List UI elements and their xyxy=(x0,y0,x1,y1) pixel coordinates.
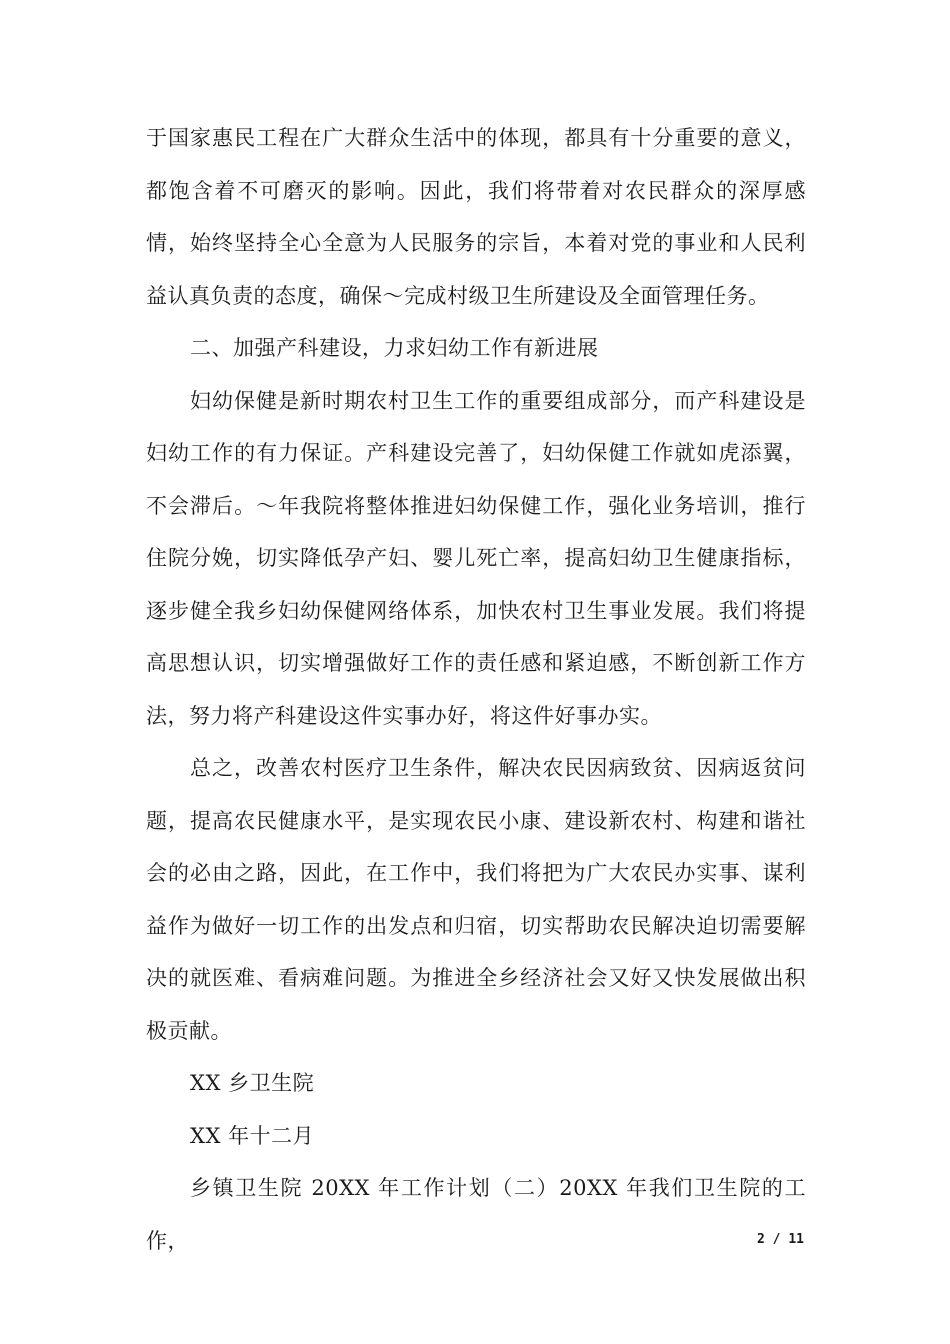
paragraph-next-plan: 乡镇卫生院 20XX 年工作计划（二）20XX 年我们卫生院的工作， xyxy=(146,1176,806,1253)
section-heading: 二、加强产科建设，力求妇幼工作有新进展 xyxy=(190,336,599,360)
document-body xyxy=(146,112,806,1267)
page-number: 2 / 11 xyxy=(757,1232,804,1247)
paragraph-conclusion: 总之，改善农村医疗卫生条件，解决农民因病致贫、因病返贫问题，提高农民健康水平，是实现农民小康、建设新农村、构建和谐社会的必由之路，因此，在工作中，我们将把为广大农民办实事、谋利益作为做好一切工作的出发点和归宿，切实帮助农民解决迫切需要解决的就医难、看病难问题。为推进全乡经济社会又好又快发展做出积极贡献。 xyxy=(146,756,806,1043)
paragraph-continuation: 于国家惠民工程在广大群众生活中的体现，都具有十分重要的意义，都饱含着不可磨灭的影响。因此，我们将带着对农民群众的深厚感情，始终坚持全心全意为人民服务的宗旨，本着对党的事业和人民利益认真负责的态度，确保～完成村级卫生所建设及全面管理任务。 xyxy=(146,126,806,308)
paragraph-maternal-health: 妇幼保健是新时期农村卫生工作的重要组成部分，而产科建设是妇幼工作的有力保证。产科建设完善了，妇幼保健工作就如虎添翼，不会滞后。～年我院将整体推进妇幼保健工作，强化业务培训，推行住院分娩，切实降低孕产妇、婴儿死亡率，提高妇幼卫生健康指标，逐步健全我乡妇幼保健网络体系，加快农村卫生事业发展。我们将提高思想认识，切实增强做好工作的责任感和紧迫感，不断创新工作方法，努力将产科建设这件实事办好，将这件好事办实。 xyxy=(146,388,806,728)
signature-organization: XX 乡卫生院 xyxy=(190,1071,315,1095)
signature-date: XX 年十二月 xyxy=(190,1123,315,1148)
